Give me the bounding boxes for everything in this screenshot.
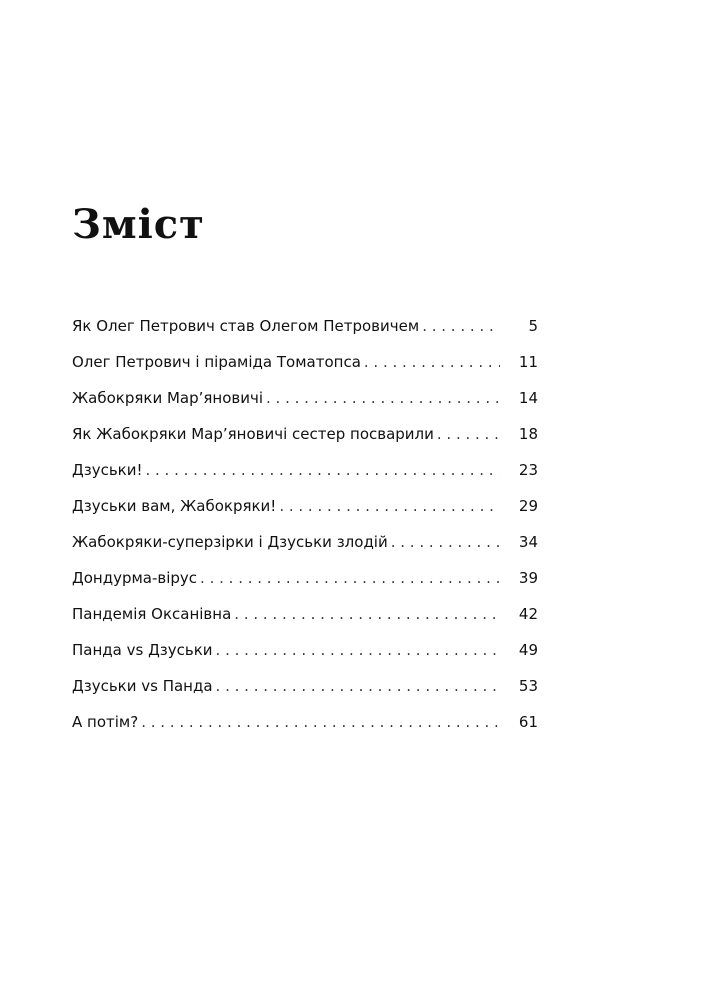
table-of-contents <box>72 316 538 748</box>
toc-entry-page-number: 53 <box>518 677 538 695</box>
toc-entry-page-number: 11 <box>518 353 538 371</box>
toc-entry <box>72 352 538 388</box>
toc-entry-title: Жабокряки Мар’яновичі <box>72 389 264 407</box>
dot-leader <box>437 424 500 444</box>
toc-entry-title: Дзуськи vs Панда <box>72 677 213 695</box>
toc-entry-page-number: 61 <box>518 713 538 731</box>
toc-entry <box>72 604 538 640</box>
toc-entry-title: Дзуськи! <box>72 461 143 479</box>
toc-entry-title: Дзуськи вам, Жабокряки! <box>72 497 277 515</box>
toc-entry <box>72 424 538 460</box>
toc-entry-title: Олег Петрович і піраміда Томатопса <box>72 353 361 371</box>
dot-leader <box>145 460 500 480</box>
toc-entry <box>72 388 538 424</box>
dot-leader <box>364 352 500 372</box>
toc-entry-page-number: 18 <box>518 425 538 443</box>
toc-entry-title: А потім? <box>72 713 139 731</box>
dot-leader <box>200 568 500 588</box>
toc-entry-title: Дондурма-вірус <box>72 569 198 587</box>
toc-entry-page-number: 42 <box>518 605 538 623</box>
dot-leader <box>422 316 500 336</box>
dot-leader <box>234 604 500 624</box>
toc-entry-title: Панда vs Дзуськи <box>72 641 213 659</box>
page-title: Зміст <box>72 201 205 248</box>
toc-entry-page-number: 39 <box>518 569 538 587</box>
dot-leader <box>216 640 500 660</box>
toc-entry-page-number: 5 <box>528 317 538 335</box>
dot-leader <box>279 496 500 516</box>
toc-entry-title: Пандемія Оксанівна <box>72 605 232 623</box>
toc-entry <box>72 496 538 532</box>
toc-entry <box>72 676 538 712</box>
toc-entry-title: Як Олег Петрович став Олегом Петровичем <box>72 317 420 335</box>
dot-leader <box>141 712 500 732</box>
toc-entry <box>72 532 538 568</box>
toc-entry-title: Жабокряки-суперзірки і Дзуськи злодій <box>72 533 388 551</box>
toc-entry <box>72 460 538 496</box>
toc-entry-page-number: 29 <box>518 497 538 515</box>
dot-leader <box>266 388 500 408</box>
toc-entry-page-number: 14 <box>518 389 538 407</box>
toc-entry-page-number: 23 <box>518 461 538 479</box>
toc-entry-page-number: 49 <box>518 641 538 659</box>
toc-entry <box>72 568 538 604</box>
toc-entry <box>72 640 538 676</box>
dot-leader <box>391 532 500 552</box>
toc-entry-page-number: 34 <box>518 533 538 551</box>
dot-leader <box>216 676 500 696</box>
toc-entry <box>72 316 538 352</box>
toc-entry-title: Як Жабокряки Мар’яновичі сестер посварили <box>72 425 434 443</box>
toc-entry <box>72 712 538 748</box>
